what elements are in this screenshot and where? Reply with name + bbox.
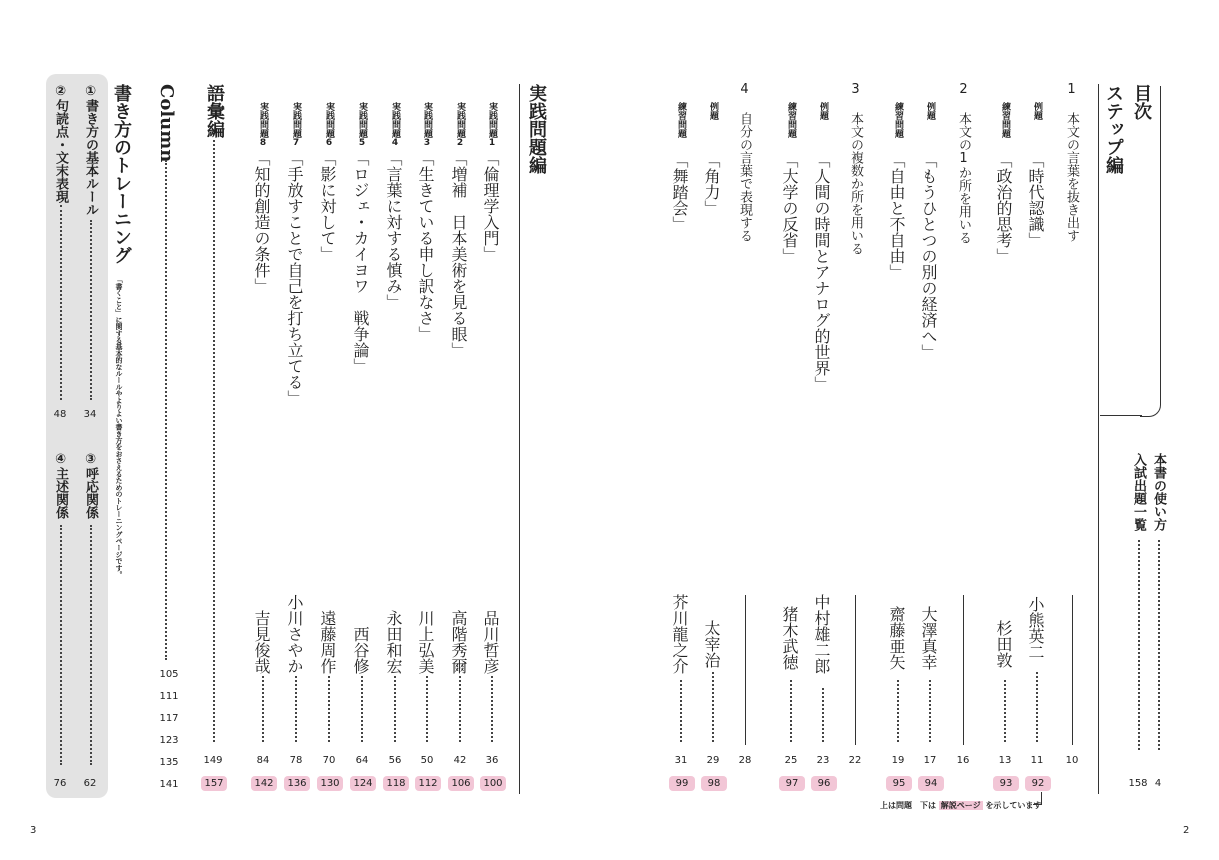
entry-author: 芥川龍之介 — [670, 594, 689, 674]
practice-problem-page: 70 — [322, 755, 336, 766]
intro-separator-line — [1098, 84, 1099, 794]
entry-page: 23 — [816, 755, 830, 766]
training-item-leader — [60, 525, 62, 765]
practice-problem-leader — [426, 676, 428, 742]
vocab-answer-badge: 157 — [201, 776, 227, 791]
training-item-page: 76 — [53, 778, 67, 789]
column-page: 111 — [159, 691, 179, 702]
section-step-title: ステップ編 — [1103, 84, 1124, 174]
entry-page: 11 — [1030, 755, 1044, 766]
answer-page-badge: 94 — [918, 776, 944, 791]
practice-problem-page: 84 — [256, 755, 270, 766]
step-group-line-3 — [855, 595, 856, 745]
training-item-leader — [90, 525, 92, 765]
answer-page-badge: 92 — [1025, 776, 1051, 791]
section-practice-title: 実践問題編 — [526, 84, 547, 174]
answer-page-badge: 97 — [779, 776, 805, 791]
entry-page: 19 — [891, 755, 905, 766]
practice-problem-tag: 実践問題8 — [258, 102, 268, 148]
section-training-description: 「書くこと」に関する基本的なルールやよりよい書き方をおさえるためのトレーニングページです。 — [115, 276, 123, 578]
practice-problem-author: 吉見俊哉 — [252, 610, 271, 674]
practice-separator-line — [519, 84, 520, 794]
entry-title: 「時代認識」 — [1026, 152, 1045, 248]
entry-page: 25 — [784, 755, 798, 766]
column-page: 141 — [159, 779, 179, 790]
note-bracket — [1033, 792, 1042, 805]
practice-answer-badge: 136 — [284, 776, 310, 791]
entry-author: 猪木武徳 — [780, 606, 799, 670]
vocab-page: 149 — [203, 755, 223, 766]
entry-title: 「舞踏会」 — [670, 152, 689, 232]
practice-problem-page: 36 — [485, 755, 499, 766]
entry-leader — [680, 680, 682, 742]
entry-leader — [790, 680, 792, 742]
entry-title: 「自由と不自由」 — [887, 152, 906, 280]
answer-page-badge: 95 — [886, 776, 912, 791]
practice-problem-leader — [262, 676, 264, 742]
entry-title: 「もうひとつの別の経済へ」 — [919, 152, 938, 360]
step-group-page-1: 10 — [1065, 755, 1079, 766]
intro-item-leader-1 — [1158, 540, 1160, 750]
practice-answer-badge: 106 — [448, 776, 474, 791]
column-page: 123 — [159, 735, 179, 746]
answer-page-note — [880, 800, 1041, 811]
section-column-title: Column — [156, 84, 177, 163]
entry-page: 29 — [706, 755, 720, 766]
practice-answer-badge: 142 — [251, 776, 277, 791]
practice-problem-leader — [328, 676, 330, 742]
step-group-line-2 — [963, 595, 964, 745]
practice-problem-author: 遠藤周作 — [318, 610, 337, 674]
practice-problem-author: 川上弘美 — [416, 610, 435, 674]
practice-problem-leader — [295, 676, 297, 742]
practice-problem-tag: 実践問題7 — [291, 102, 301, 148]
entry-title: 「角力」 — [702, 152, 721, 216]
entry-page: 13 — [998, 755, 1012, 766]
step-group-heading-4: 4 自分の言葉で表現する — [737, 82, 752, 242]
practice-tag: 練習問題 — [676, 102, 686, 138]
intro-item-label-2: 入試出題一覧 — [1131, 453, 1146, 531]
training-item-label: ④主述関係 — [53, 452, 68, 519]
note-text-before: 上は問題 下は — [880, 801, 936, 810]
practice-problem-page: 64 — [355, 755, 369, 766]
page-number-left: 3 — [30, 825, 37, 836]
practice-problem-title: 「手放すことで自己を打ち立てる」 — [285, 150, 304, 406]
training-item-label: ③呼応関係 — [83, 452, 98, 519]
entry-leader — [822, 688, 824, 742]
practice-problem-tag: 実践問題6 — [324, 102, 334, 148]
page-number-right: 2 — [1183, 825, 1190, 836]
practice-tag: 練習問題 — [893, 102, 903, 138]
entry-leader — [897, 680, 899, 742]
answer-page-badge: 93 — [993, 776, 1019, 791]
practice-problem-leader — [459, 676, 461, 742]
practice-problem-title: 「倫理学入門」 — [481, 150, 500, 262]
practice-problem-tag: 実践問題3 — [422, 102, 432, 148]
practice-problem-tag: 実践問題2 — [455, 102, 465, 148]
intro-item-page-1: 4 — [1154, 778, 1162, 789]
practice-problem-author: 小川さやか — [285, 594, 304, 674]
training-item-page: 48 — [53, 409, 67, 420]
step-group-line-1 — [1072, 595, 1073, 745]
example-tag: 例題 — [818, 102, 828, 120]
entry-title: 「人間の時間とアナログ的世界」 — [812, 152, 831, 392]
practice-problem-title: 「生きている申し訳なさ」 — [416, 150, 435, 342]
toc-title: 目次 — [1131, 84, 1152, 120]
practice-problem-page: 42 — [453, 755, 467, 766]
step-group-page-4: 28 — [738, 755, 752, 766]
entry-author: 太宰治 — [702, 620, 721, 668]
practice-problem-title: 「言葉に対する慎み」 — [384, 150, 403, 310]
practice-problem-author: 永田和宏 — [384, 610, 403, 674]
entry-author: 大澤真幸 — [919, 606, 938, 670]
example-tag: 例題 — [708, 102, 718, 120]
entry-leader — [1036, 672, 1038, 742]
practice-problem-leader — [361, 676, 363, 742]
header-bracket-foot — [1100, 415, 1142, 416]
practice-problem-title: 「知的創造の条件」 — [252, 150, 271, 294]
training-item-label: ②句読点・文末表現 — [53, 84, 68, 203]
note-highlight: 解説ページ — [940, 801, 981, 810]
practice-answer-badge: 100 — [480, 776, 506, 791]
vocab-leader — [213, 140, 215, 742]
practice-problem-page: 78 — [289, 755, 303, 766]
practice-problem-author: 西谷修 — [351, 626, 370, 674]
practice-answer-badge: 130 — [317, 776, 343, 791]
practice-problem-title: 「増補 日本美術を見る眼」 — [449, 150, 468, 358]
intro-item-page-2: 158 — [1128, 778, 1148, 789]
practice-answer-badge: 124 — [350, 776, 376, 791]
practice-problem-page: 56 — [388, 755, 402, 766]
section-vocab-title: 語彙編 — [204, 84, 225, 138]
practice-problem-page: 50 — [420, 755, 434, 766]
step-group-heading-1: 1 本文の言葉を抜き出す — [1064, 82, 1079, 242]
entry-title: 「大学の反省」 — [780, 152, 799, 264]
practice-problem-leader — [394, 676, 396, 742]
step-group-heading-2: 2 本文の1か所を用いる — [956, 82, 971, 244]
column-page: 135 — [159, 757, 179, 768]
entry-title: 「政治的思考」 — [994, 152, 1013, 264]
practice-answer-badge: 112 — [415, 776, 441, 791]
practice-problem-tag: 実践問題1 — [487, 102, 497, 148]
practice-problem-tag: 実践問題5 — [357, 102, 367, 148]
example-tag: 例題 — [1032, 102, 1042, 120]
entry-leader — [712, 672, 714, 742]
intro-item-leader-2 — [1138, 540, 1140, 750]
step-group-line-4 — [745, 595, 746, 745]
entry-leader — [929, 680, 931, 742]
entry-page: 17 — [923, 755, 937, 766]
column-page: 117 — [159, 713, 179, 724]
practice-problem-title: 「ロジェ・カイヨワ 戦争論」 — [351, 150, 370, 374]
practice-problem-tag: 実践問題4 — [390, 102, 400, 148]
example-tag: 例題 — [925, 102, 935, 120]
practice-problem-author: 高階秀爾 — [449, 610, 468, 674]
training-item-leader — [90, 220, 92, 400]
practice-answer-badge: 118 — [383, 776, 409, 791]
column-page: 105 — [159, 669, 179, 680]
practice-problem-author: 品川哲彦 — [481, 610, 500, 674]
step-group-page-3: 22 — [848, 755, 862, 766]
note-text-after: を示しています — [985, 801, 1042, 810]
practice-tag: 練習問題 — [1000, 102, 1010, 138]
training-item-label: ①書き方の基本ルール — [83, 84, 98, 216]
entry-author: 小熊英二 — [1026, 596, 1045, 660]
header-bracket — [1140, 86, 1161, 417]
practice-tag: 練習問題 — [786, 102, 796, 138]
step-group-heading-3: 3 本文の複数か所を用いる — [848, 82, 863, 255]
training-item-page: 34 — [83, 409, 97, 420]
answer-page-badge: 98 — [701, 776, 727, 791]
entry-author: 齋藤亜矢 — [887, 606, 906, 670]
answer-page-badge: 99 — [669, 776, 695, 791]
section-training-title: 書き方のトレーニング — [111, 84, 132, 264]
practice-problem-leader — [491, 676, 493, 742]
intro-item-label-1: 本書の使い方 — [1151, 453, 1166, 531]
practice-problem-title: 「影に対して」 — [318, 150, 337, 262]
entry-page: 31 — [674, 755, 688, 766]
entry-leader — [1004, 680, 1006, 742]
answer-page-badge: 96 — [811, 776, 837, 791]
entry-author: 杉田敦 — [994, 620, 1013, 668]
column-leader — [165, 160, 167, 660]
training-item-page: 62 — [83, 778, 97, 789]
entry-author: 中村雄二郎 — [812, 594, 831, 674]
training-item-leader — [60, 205, 62, 400]
step-group-page-2: 16 — [956, 755, 970, 766]
